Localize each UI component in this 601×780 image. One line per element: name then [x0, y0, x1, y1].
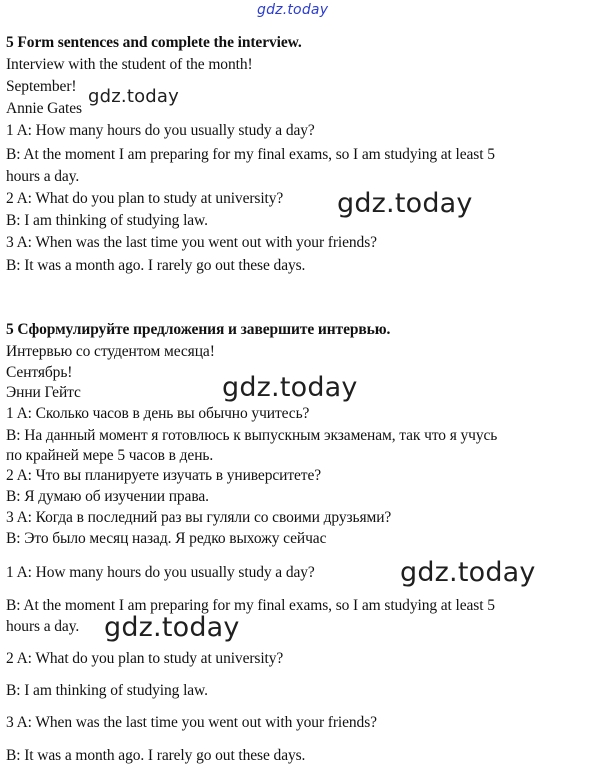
russian-line: 2 A: Что вы планируете изучать в университете? — [6, 467, 322, 484]
english-heading: 5 Form sentences and complete the interview. — [6, 34, 302, 51]
answer-line: hours a day. — [6, 618, 80, 635]
english-line: September! — [6, 78, 77, 95]
answer-line: 2 A: What do you plan to study at university? — [6, 650, 284, 667]
russian-line: 1 A: Сколько часов в день вы обычно учитесь? — [6, 405, 310, 422]
english-line: B: I am thinking of studying law. — [6, 212, 208, 229]
answer-line: B: I am thinking of studying law. — [6, 682, 208, 699]
watermark: gdz.today — [337, 188, 473, 219]
watermark-top: gdz.today — [257, 2, 329, 18]
answer-line: B: It was a month ago. I rarely go out these days. — [6, 747, 306, 764]
russian-line: 3 A: Когда в последний раз вы гуляли со своими друзьями? — [6, 509, 392, 526]
english-line: Annie Gates — [6, 100, 82, 117]
english-line: 3 A: When was the last time you went out with your friends? — [6, 234, 377, 251]
english-line: Interview with the student of the month! — [6, 56, 253, 73]
english-line: hours a day. — [6, 168, 80, 185]
watermark: gdz.today — [88, 86, 180, 107]
answer-line: B: At the moment I am preparing for my final exams, so I am studying at least 5 — [6, 597, 495, 614]
russian-line: Сентябрь! — [6, 364, 73, 381]
russian-line: B: Я думаю об изучении права. — [6, 488, 209, 505]
answer-line: 3 A: When was the last time you went out with your friends? — [6, 714, 377, 731]
russian-line: B: На данный момент я готовлюсь к выпускным экзаменам, так что я учусь — [6, 427, 498, 444]
russian-line: по крайней мере 5 часов в день. — [6, 447, 214, 464]
russian-heading: 5 Сформулируйте предложения и завершите интервью. — [6, 321, 391, 338]
russian-line: Энни Гейтс — [6, 384, 81, 401]
watermark: gdz.today — [400, 557, 536, 588]
english-line: B: It was a month ago. I rarely go out these days. — [6, 257, 306, 274]
russian-line: Интервью со студентом месяца! — [6, 343, 215, 360]
english-line: 2 A: What do you plan to study at university? — [6, 190, 284, 207]
english-line: 1 A: How many hours do you usually study a day? — [6, 122, 315, 139]
watermark: gdz.today — [104, 612, 240, 643]
answer-line: 1 A: How many hours do you usually study a day? — [6, 564, 315, 581]
watermark: gdz.today — [222, 372, 358, 403]
english-line: B: At the moment I am preparing for my final exams, so I am studying at least 5 — [6, 146, 495, 163]
russian-line: B: Это было месяц назад. Я редко выхожу сейчас — [6, 530, 327, 547]
